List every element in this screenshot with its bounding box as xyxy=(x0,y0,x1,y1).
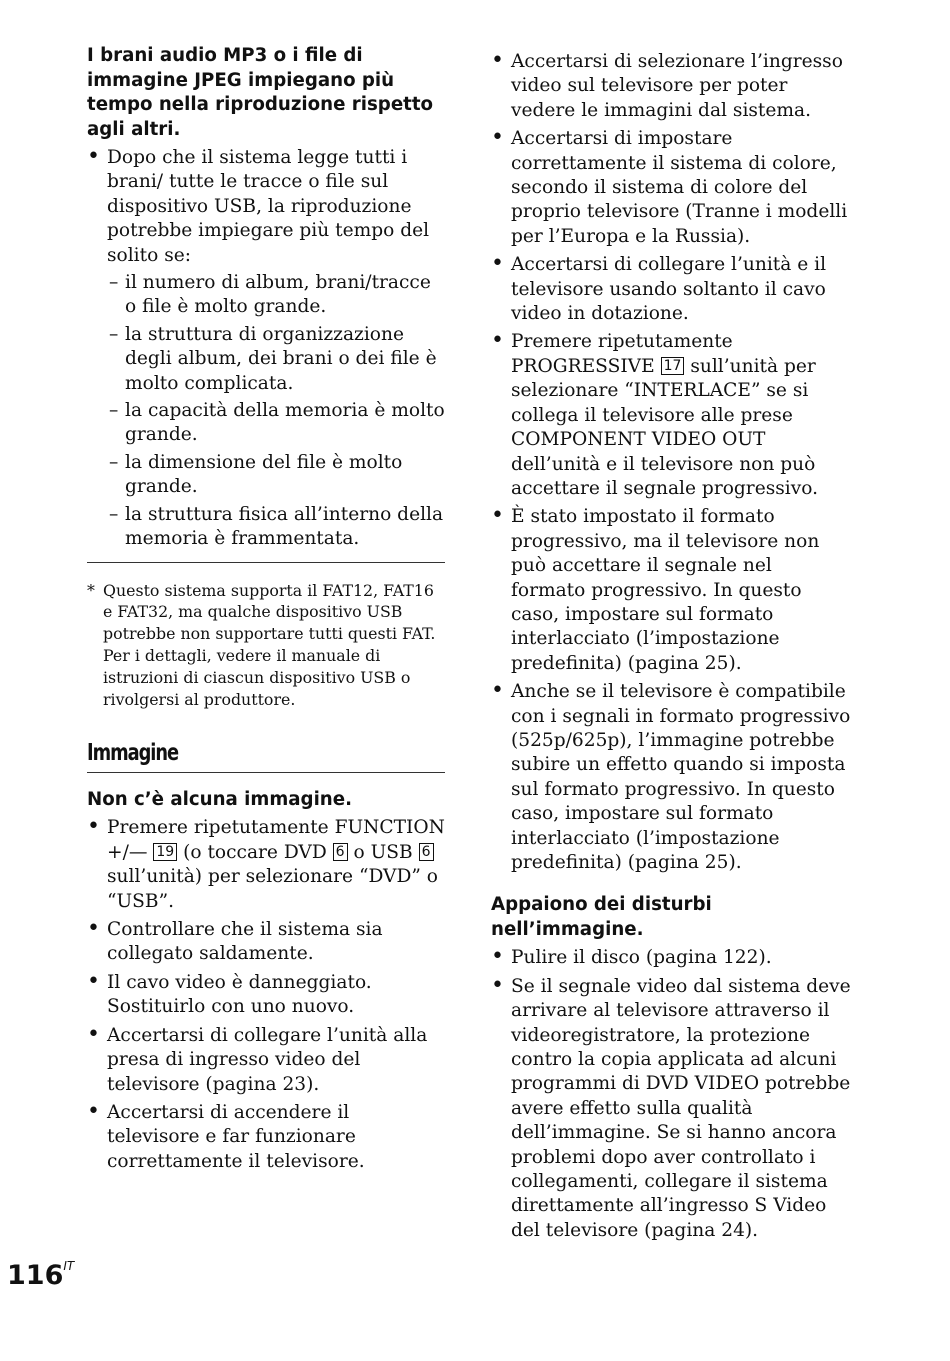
list-item: • Pulire il disco (pagina 122). xyxy=(491,946,851,970)
bullet-text: sull’unità per selezionare “INTERLACE” se si collega il televisore alle prese COMPONENT VIDEO OUT dell’unità e il televisore non può accettare il segnale progressivo. xyxy=(511,355,819,499)
list-item: • Accertarsi di accendere il televisore e far funzionare correttamente il televisore. xyxy=(87,1101,445,1174)
list-item: • Se il segnale video dal sistema deve arrivare al televisore attraverso il videoregistratore, la protezione contro la copia applicata ad alcuni programmi di DVD VIDEO potrebbe avere effetto sulla qualità dell’immagine. Se si hanno ancora problemi dopo aver controllato i collegamenti, collegare il sistema direttamente all’ingresso S Video del televisore (pagina 24). xyxy=(491,975,851,1243)
list-item xyxy=(491,330,851,501)
list-item: – la struttura fisica all’interno della memoria è frammentata. xyxy=(107,503,445,552)
no-image-bullet-list xyxy=(87,816,445,1174)
bullet-text: sull’unità) per selezionare “DVD” o “USB”. xyxy=(107,866,438,912)
list-item: – la capacità della memoria è molto grande. xyxy=(107,399,445,448)
footnote xyxy=(87,580,445,711)
question-noise: Appaiono dei disturbi nell’immagine. xyxy=(491,894,712,940)
page-number xyxy=(7,1250,74,1292)
right-column xyxy=(491,50,851,1247)
button-ref-box: 17 xyxy=(661,357,685,375)
bullet-text: (o toccare DVD xyxy=(177,841,333,863)
list-item: • Il cavo video è danneggiato. Sostituirlo con uno nuovo. xyxy=(87,971,445,1020)
list-item: • Accertarsi di collegare l’unità e il televisore usando soltanto il cavo video in dotazione. xyxy=(491,253,851,326)
bullet-text: Dopo che il sistema legge tutti i brani/ tutte le tracce o file sul dispositivo USB, la riproduzione potrebbe impiegare più tempo del solito se: xyxy=(107,147,430,266)
question-mp3-jpeg: I brani audio MP3 o i file di immagine JPEG impiegano più tempo nella riproduzione rispetto agli altri. xyxy=(87,45,434,140)
bullet-text: Premere ripetutamente FUNCTION +/— xyxy=(107,817,445,863)
list-item: • Accertarsi di selezionare l’ingresso video sul televisore per poter vedere le immagini dal sistema. xyxy=(491,50,851,123)
list-item xyxy=(87,816,445,914)
list-item: • È stato impostato il formato progressivo, ma il televisore non può accettare il segnale nel formato progressivo. In questo caso, impostare sul formato interlacciato (l’impostazione predefinita) (pagina 25). xyxy=(491,505,851,676)
list-item: – la struttura di organizzazione degli album, dei brani o dei file è molto complicata. xyxy=(107,323,445,396)
button-ref-box: 19 xyxy=(153,843,177,861)
footnote-mark: * xyxy=(87,580,95,600)
button-ref-box: 6 xyxy=(419,843,434,861)
list-item: • Accertarsi di impostare correttamente il sistema di colore, secondo il sistema di colore del proprio televisore (Tranne i modelli per l’Europa e la Russia). xyxy=(491,127,851,249)
divider xyxy=(87,562,445,563)
image-bullet-list xyxy=(491,50,851,875)
mp3-bullet-list xyxy=(87,146,445,552)
section-title: Immagine xyxy=(87,739,179,766)
section-divider xyxy=(87,772,445,773)
dash-list xyxy=(107,271,445,551)
bullet-text: Premere ripetutamente PROGRESSIVE xyxy=(511,331,733,377)
list-item: – il numero di album, brani/tracce o file è molto grande. xyxy=(107,271,445,320)
language-code: IT xyxy=(63,1259,75,1273)
list-item: • Accertarsi di collegare l’unità alla presa di ingresso video del televisore (pagina 23). xyxy=(87,1024,445,1097)
bullet-text: o USB xyxy=(347,841,419,863)
question-no-image: Non c’è alcuna immagine. xyxy=(87,788,352,810)
list-item xyxy=(87,146,445,552)
list-item: – la dimensione del file è molto grande. xyxy=(107,451,445,500)
footnote-text: Questo sistema supporta il FAT12, FAT16 e FAT32, ma qualche dispositivo USB potrebbe non supportare tutti questi FAT. Per i dettagli, vedere il manuale di istruzioni di ciascun dispositivo USB o rivolgersi al produttore. xyxy=(103,580,436,710)
noise-bullet-list xyxy=(491,946,851,1243)
button-ref-box: 6 xyxy=(333,843,348,861)
page-number-value: 116 xyxy=(7,1260,64,1291)
list-item: • Anche se il televisore è compatibile con i segnali in formato progressivo (525p/625p), l’immagine potrebbe subire un effetto quando si imposta sul formato progressivo. In questo caso, impostare sul formato interlacciato (l’impostazione predefinita) (pagina 25). xyxy=(491,680,851,875)
left-column xyxy=(87,44,445,1178)
list-item: • Controllare che il sistema sia collegato saldamente. xyxy=(87,918,445,967)
